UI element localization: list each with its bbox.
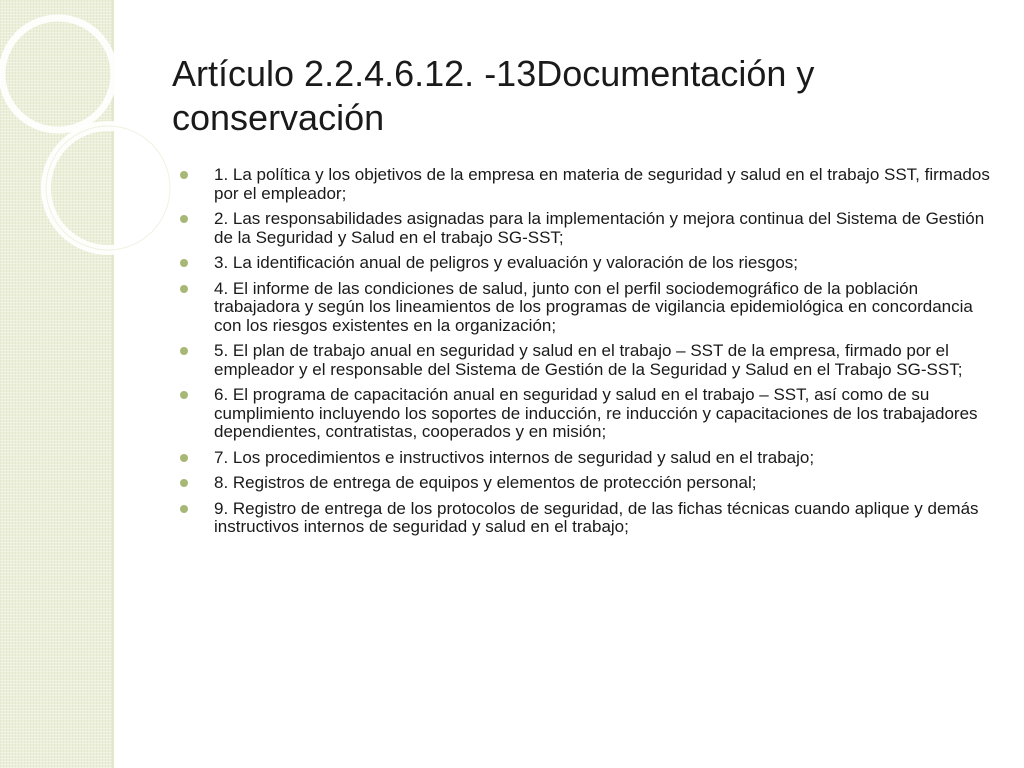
bullet-list <box>180 166 992 544</box>
list-item <box>180 210 992 247</box>
list-item <box>180 166 992 203</box>
list-item-text: 3. La identificación anual de peligros y evaluación y valoración de los riesgos; <box>214 253 799 272</box>
list-item-text: 2. Las responsabilidades asignadas para la implementación y mejora continua del Sistema de Gestión de la Seguridad y Salud en el trabajo SG-SST; <box>214 209 985 247</box>
list-item-text: 1. La política y los objetivos de la empresa en materia de seguridad y salud en el trabajo SST, firmados por el empleador; <box>214 165 990 203</box>
bullet-dot <box>180 259 188 267</box>
bullet-dot <box>180 479 188 487</box>
bullet-dot <box>180 505 188 513</box>
list-item <box>180 342 992 379</box>
list-item <box>180 474 992 493</box>
list-item-text: 5. El plan de trabajo anual en seguridad y salud en el trabajo – SST de la empresa, firmado por el empleador y el responsable del Sistema de Gestión de la Seguridad y Salud en el Trabajo SG-SST; <box>214 341 963 379</box>
decorative-circles-graphic <box>0 0 200 320</box>
bullet-dot <box>180 391 188 399</box>
list-item-text: 7. Los procedimientos e instructivos internos de seguridad y salud en el trabajo; <box>214 447 815 467</box>
list-item <box>180 280 992 336</box>
list-item <box>180 449 992 468</box>
list-item-text: 8. Registros de entrega de equipos y elementos de protección personal; <box>214 473 757 492</box>
slide-title: Artículo 2.2.4.6.12. -13Documentación y conservación <box>172 53 815 138</box>
bullet-dot <box>180 285 188 293</box>
list-item-text: 4. El informe de las condiciones de salud, junto con el perfil sociodemográfico de la población trabajadora y según los lineamientos de los programas de vigilancia epidemiológica en concordancia con los riesgos existentes en la organización; <box>214 278 973 335</box>
list-item <box>180 500 992 537</box>
bullet-dot <box>180 171 188 179</box>
list-item <box>180 386 992 442</box>
list-item-text: 6. El programa de capacitación anual en seguridad y salud en el trabajo – SST, así como de su cumplimiento incluyendo los soportes de inducción, re inducción y capacitaciones de los trabajadores dependientes, contratistas, cooperados y en misión; <box>214 385 978 441</box>
bullet-dot <box>180 454 188 462</box>
list-item <box>180 254 992 273</box>
bullet-dot <box>180 215 188 223</box>
list-item-text: 9. Registro de entrega de los protocolos de seguridad, de las fichas técnicas cuando aplique y demás instructivos internos de seguridad y salud en el trabajo; <box>214 498 979 536</box>
bullet-dot <box>180 347 188 355</box>
